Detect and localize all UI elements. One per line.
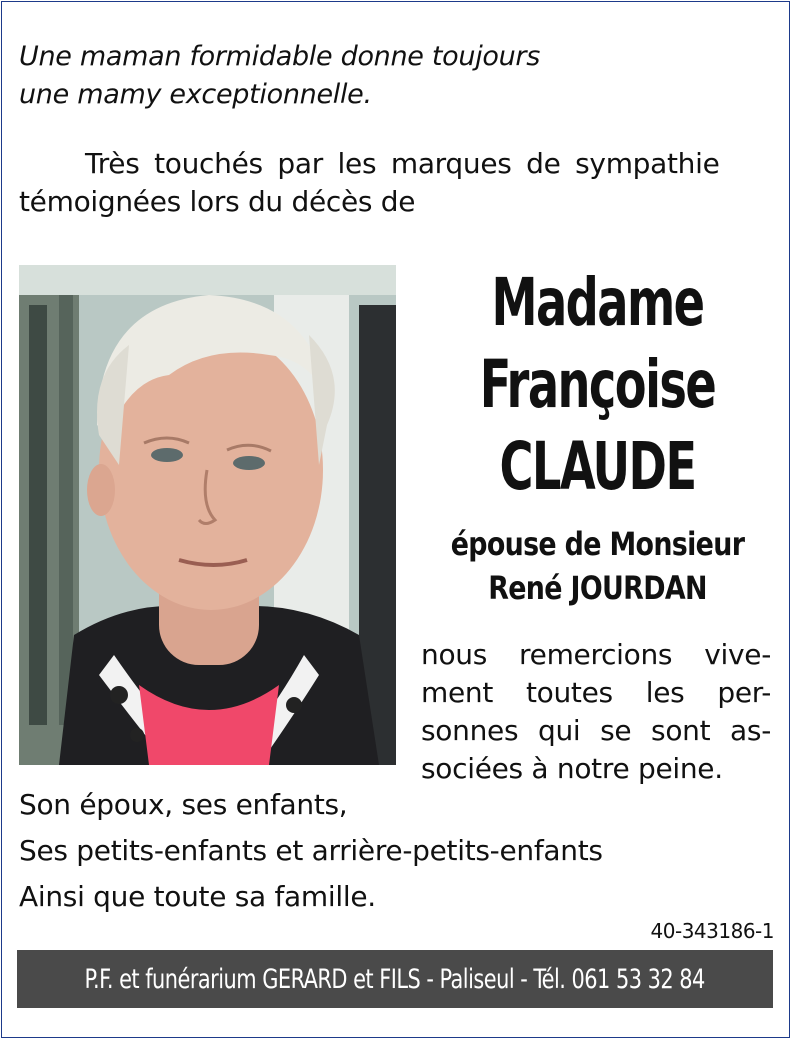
name-title: Madame	[491, 264, 704, 341]
signature-line: Ainsi que toute sa famille.	[19, 880, 376, 913]
name-first: Françoise	[479, 346, 716, 423]
intro-line: Très touchés par les marques de sympathie	[85, 147, 720, 180]
thanks-line: nous remercions vive-	[421, 638, 771, 671]
epigraph-quote	[19, 38, 779, 114]
spouse-line: René JOURDAN	[488, 569, 707, 607]
family-signature	[19, 782, 779, 920]
quote-line: Une maman formidable donne toujours	[19, 41, 540, 72]
thanks-line: sociées à notre peine.	[421, 752, 723, 785]
portrait-illustration	[19, 265, 396, 765]
name-last: CLAUDE	[499, 428, 696, 505]
thanks-line: sonnes qui se sont as-	[421, 714, 771, 747]
signature-line: Ses petits-enfants et arrière-petits-enfants	[19, 834, 603, 867]
funeral-home-banner	[17, 950, 773, 1008]
spouse-info	[410, 522, 785, 610]
thanks-line: ment toutes les per-	[421, 676, 771, 709]
portrait-photo	[19, 265, 396, 765]
intro-line: témoignées lors du décès de	[19, 185, 416, 218]
reference-number: 40-343186-1	[650, 919, 774, 943]
intro-paragraph	[19, 145, 775, 221]
thanks-paragraph	[421, 636, 771, 788]
deceased-name	[410, 262, 785, 508]
spouse-line: épouse de Monsieur	[450, 525, 745, 563]
signature-line: Son époux, ses enfants,	[19, 788, 348, 821]
quote-line: une mamy exceptionnelle.	[19, 79, 372, 110]
funeral-home-text: P.F. et funérarium GERARD et FILS - Paliseul - Tél. 061 53 32 84	[84, 963, 706, 995]
